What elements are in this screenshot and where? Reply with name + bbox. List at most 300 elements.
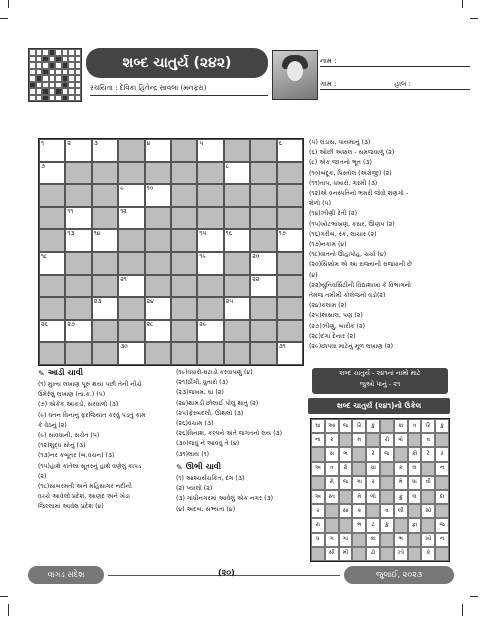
author-photo [272,50,318,100]
solution-cell: સી [325,547,339,561]
solution-cell: રા [311,518,325,532]
solution-block [408,547,422,561]
solution-block [339,433,353,447]
cell-number: ૩ [93,140,98,147]
solution-cell: ફું [394,490,408,504]
block-cell [39,184,65,207]
solution-block [325,504,339,518]
puzzle-title: શબ્દ ચાતુર્ય (૨૪૨) [86,48,268,78]
solution-cell: ક [394,462,408,476]
solution-cell: ફા [408,518,422,532]
block-cell [224,252,250,275]
cell-number: ૨૪ [146,298,154,306]
cell-number: ૧૫ [199,230,207,238]
solution-cell: ટ [366,518,380,532]
block-cell [118,320,144,343]
clue-line: (૧૮)વાતનો ઊહાપોહ, ચર્ચા (૪) [309,251,387,259]
cell-number: ૧૬ [225,230,233,238]
cell-number: ૧૮ [41,253,48,260]
block-cell [118,139,144,162]
across-clue: (૯) સાવધાની, સચેત (૫) [38,432,100,440]
solution-grid [310,418,450,562]
across-clue: (૩૦)જવું ને આવવું તે (૪) [176,440,240,448]
block-cell [145,207,171,230]
clue-line: (૨૮)દંગા દેનાર (૨) [309,332,356,340]
cell-number: ૧૦ [146,185,154,193]
crop-mark-bottom-left [0,596,8,607]
block-cell [197,342,223,365]
solution-block [352,462,366,476]
block-cell [65,342,91,365]
numbered-cell [65,207,91,230]
solution-block [352,547,366,561]
cell-number: ૧૭ [278,230,286,238]
author-line: રચયિતા : દેવિકા હિતેન્દ્ર સાવલા (મનફરા) [90,84,268,96]
solution-block [380,462,394,476]
across-clues-col2 [176,368,306,460]
block-cell [92,320,118,343]
block-cell [145,229,171,252]
solution-cell: ભ [339,447,353,461]
block-cell [277,275,303,298]
name-field[interactable]: નામ : [320,52,470,67]
cell-number: ૧૨ [120,207,127,215]
clue-line: (૨૪)કલામ (૨) [309,302,347,310]
across-clue: વચ્ચે આવેલો પ્રદેશ, આણંદ અને ખેડા [38,493,130,501]
page-number: (૨૦) [218,568,235,577]
block-cell [65,275,91,298]
solution-cell: ઝો [394,547,408,561]
clue-line: (૨૫)શાસાલ, પણ (૨) [309,312,363,320]
solution-cell: ત [325,462,339,476]
block-cell [92,342,118,365]
block-cell [277,207,303,230]
solution-cell: વ [380,504,394,518]
numbered-cell [145,320,171,343]
block-cell [224,275,250,298]
numbered-cell [145,139,171,162]
numbered-cell [224,297,250,320]
block-cell [224,320,250,343]
solution-cell: ભ [352,518,366,532]
block-cell [197,297,223,320]
crop-mark-top-left [8,0,19,8]
across-clue: (૩૧)લાય (૧) [176,450,210,458]
solution-cell: દા [435,490,449,504]
cell-number: ૨૧ [120,275,127,283]
solution-block [408,504,422,518]
solution-block [421,462,435,476]
solution-cell: ર [366,476,380,490]
numbered-cell [118,275,144,298]
down-clue: (૩) ગાંધીનગરમાં આવેલું એક નગર (૩) [176,495,274,503]
block-cell [118,297,144,320]
block-cell [118,229,144,252]
solution-cell: રે [366,447,380,461]
numbered-cell [197,229,223,252]
solution-cell: કું [366,419,380,433]
numbered-cell [145,184,171,207]
solution-block [394,518,408,532]
cell-number: ૨૩ [93,298,102,306]
numbered-cell [224,229,250,252]
block-cell [39,297,65,320]
solution-block [380,419,394,433]
across-clue: (૨૬)વંચામ (૩) [176,420,214,428]
block-cell [171,275,197,298]
numbered-cell [277,229,303,252]
pencil-icon: ✎ [176,462,183,472]
crop-mark-bottom-right-v [462,604,473,616]
solution-block [380,476,394,490]
block-cell [250,207,276,230]
solution-cell: ધા [408,476,422,490]
crossword-grid [38,138,304,366]
cell-number: ૯ [120,185,124,193]
across-clue: (૯) વતન વિનાનું ફરજિયાત કરવું પડતું કામ [38,411,146,419]
cell-number: ૬ [278,140,282,147]
solution-cell: કું [435,419,449,433]
block-cell [171,184,197,207]
block-cell [250,297,276,320]
block-cell [65,184,91,207]
solution-cell: ર [311,504,325,518]
block-cell [92,207,118,230]
cell-number: ૨૮ [146,320,154,328]
block-cell [197,184,223,207]
cell-number: ૨૫ [225,298,234,306]
block-cell [250,184,276,207]
solution-cell: લ [408,462,422,476]
clue-line: (૧૬)ગરીબ, રંક, લાચાર (૨) [309,230,377,238]
cell-number: ૩૦ [120,343,128,351]
block-cell [250,342,276,365]
numbered-cell [277,342,303,365]
block-cell [250,162,276,185]
clue-line: (૧૪)ઝીણી રેતી (૨) [309,210,357,218]
block-cell [171,297,197,320]
cell-number: ૧૧ [67,207,74,215]
across-clue: (૧૯)વધારો-ઘટાડો કરવાપણું (૪) [176,369,253,376]
across-clue: (૧) મુખ્ય લખાણ પૂરું થયા પછી તેની નીચે [38,381,142,388]
clue-line: (૧૦)બંદૂક, પિસ્તોલ (અંગ્રેજી) (૨) [309,169,392,177]
numbered-cell [118,184,144,207]
block-cell [145,342,171,365]
block-cell [39,275,65,298]
solution-cell: કે [421,547,435,561]
solution-cell: ટે [421,447,435,461]
cell-number: ૧૩ [67,230,75,238]
block-cell [197,275,223,298]
cell-number: ૮ [225,162,230,170]
pencil-icon: ✎ [38,368,45,378]
numbered-cell [92,297,118,320]
solution-block [421,490,435,504]
solution-cell: ભ [394,533,408,547]
block-cell [145,162,171,185]
block-cell [92,275,118,298]
solution-cell: ધ [311,533,325,547]
clue-line: (૮) એક જાતનો ભૂત (૩) [309,159,372,167]
cell-number: ૭ [41,162,46,170]
solution-cell: ત [408,419,422,433]
across-clue: (૨૬)વિનાશ, કલ્પને અંતે જગતનો લય (૩) [176,430,283,438]
solution-cell: ન [435,462,449,476]
solution-cell: રો [325,476,339,490]
numbered-cell [197,252,223,275]
solution-cell: મ [352,433,366,447]
numbered-cell [118,207,144,230]
clue-line: (૨૭)ઝીણું, બારીક (૨) [309,322,366,330]
solution-block [435,433,449,447]
across-clue: (૧૫)હાથે કાંતેલા સૂતરનું હાથે વણેલું કાપડ [38,462,142,470]
cell-number: ૧૪ [93,230,101,238]
solution-block [394,447,408,461]
across-clues-col1 [38,380,174,513]
solution-cell: લી [394,504,408,518]
numbered-cell [224,162,250,185]
numbered-cell [65,320,91,343]
cell-number: ૧ [41,140,44,147]
block-cell [39,342,65,365]
crop-mark-top-right [462,0,473,8]
block-cell [145,275,171,298]
block-cell [92,184,118,207]
block-cell [39,229,65,252]
cell-number: ૪ [146,140,151,147]
clue-line: (૪) [309,271,318,279]
down-clue: (૨) પ્યાલો (૨) [176,485,213,493]
solution-block [435,504,449,518]
clue-line: (૫) લંડાસ, પાયમાનું (૩) [309,139,371,146]
down-clue: (૧) આશ્ચર્યચકિત, દંગ (૩) [176,475,245,482]
across-clue: (૨૫)ફેરબદલી, ઊથલો (૩) [176,409,244,417]
crop-mark-mid-right [470,18,478,29]
down-heading: ✎ ઊભી ચાવી [176,462,222,472]
numbered-cell [197,139,223,162]
solution-cell: રિ [352,419,366,433]
block-cell [145,252,171,275]
solution-cell: અ [311,462,325,476]
block-cell [171,342,197,365]
solution-block [435,547,449,561]
solution-cell: કું [380,518,394,532]
solution-cell: ન [435,533,449,547]
cell-number: ૨૬ [41,320,48,328]
numbered-cell [92,229,118,252]
block-cell [250,320,276,343]
down-clue: (૪) અદબ, સભ્યતા (૪) [176,505,236,513]
solution-block [311,447,325,461]
footer-magazine: વાગડ સંદેશ [28,566,104,584]
solution-cell: રિ [421,419,435,433]
block-cell [277,297,303,320]
block-cell [39,207,65,230]
solution-cell: ર [325,433,339,447]
block-cell [224,342,250,365]
numbered-cell [39,162,65,185]
clue-line: (૧૨)એ વનસ્પતિનો ભમરી જેવો શણગો - [309,190,409,198]
solution-cell: ર [435,447,449,461]
numbered-cell [250,252,276,275]
cell-number: ૨૦ [252,253,260,260]
solution-block [339,490,353,504]
solution-cell: ખો [421,533,435,547]
crop-mark-mid-left [0,18,8,29]
solution-block [352,533,366,547]
footer-date: જુલાઈ, ૨૦૨૩ [344,566,454,584]
solution-cell: અ [311,490,325,504]
block-cell [171,252,197,275]
solution-block [435,476,449,490]
across-clue: (૭) એકેક આંકડો, સરવાળો (૩) [38,401,119,409]
solution-block [366,504,380,518]
block-cell [65,252,91,275]
solution-cell: જ [339,419,353,433]
solution-cell: મે [352,490,366,504]
solution-block [380,547,394,561]
block-cell [171,229,197,252]
across-clue: કે વેઠનું (૨) [38,421,67,429]
solution-cell: કા [394,419,408,433]
block-cell [92,162,118,185]
cell-number: ૨૯ [199,320,207,328]
numbered-cell [118,342,144,365]
clue-line: શેળો (૫) [309,200,332,208]
solution-cell: કા [366,533,380,547]
solution-cell: ષો [394,433,408,447]
across-clue: (૨૧)ઠીંગી, ધુતારો (૩) [176,379,229,387]
clue-line: (૬) ઓછી અક્કલ - સમજવાળું (૨) [309,149,395,157]
block-cell [197,207,223,230]
block-cell [277,162,303,185]
solution-block [325,518,339,532]
across-clue: (૧૨)શુદ્ધ સોનું (૩) [38,442,86,450]
block-cell [224,207,250,230]
right-clue-list [309,138,451,352]
cell-number: ૨ [67,140,71,147]
solution-cell: જ [339,476,353,490]
block-cell [197,162,223,185]
across-clue: જિલ્લામાં આવેલ પ્રદેશ (૪) [38,503,104,511]
across-clue: (૨૩)જખમ, ઘા (૨) [176,389,224,397]
solution-cell: મી [339,547,353,561]
across-clue: (૨) [38,472,47,480]
solution-block [311,547,325,561]
solution-cell: રો [380,433,394,447]
across-clue: (૨૪)થામડી છોલાઈ પોલું થાતું (૨) [176,399,259,407]
block-cell [65,297,91,320]
crossword-logo [28,48,82,102]
solution-cell: કો [408,447,422,461]
block-cell [250,139,276,162]
block-cell [118,162,144,185]
solution-cell: જ [380,447,394,461]
cell-number: ૫ [199,140,204,147]
village-field[interactable]: ગામ : હાલ : [320,75,470,90]
numbered-cell [39,139,65,162]
solution-block [408,533,422,547]
block-cell [118,252,144,275]
puzzle-header [28,48,448,108]
solution-block [311,476,325,490]
solution-cell: સ્ત [325,490,339,504]
clue-line: (૨૨)યુનિવર્સિટીની વિદ્યાશાખા કે વિભાગનો [309,281,411,289]
note-box: શબ્દ ચાતુર્ય - ૨૪૧નાં નામો માટે જુઓ પાનું - ૨૧ [312,368,448,394]
cell-number: ૧૯ [199,253,206,260]
crop-mark-bottom-left-v [8,604,19,616]
solution-cell: મે [394,476,408,490]
clue-line: (૧૧)તાપ, ધખારો, ગરમી (૩) [309,179,378,187]
cell-number: ૨૨ [252,275,260,283]
solution-cell: ઢો [366,547,380,561]
solution-cell: ગા [339,533,353,547]
numbered-cell [145,297,171,320]
entry-fields [320,52,470,98]
block-cell [171,139,197,162]
solution-cell: ગ [325,533,339,547]
solution-cell: વી [421,476,435,490]
solution-cell: રો [339,462,353,476]
solution-cell: ચા [366,462,380,476]
solution-cell: ક [352,504,366,518]
solution-cell: સ [325,447,339,461]
solution-cell: સા [339,504,353,518]
solution-cell: સો [421,504,435,518]
cell-number: ૩૧ [278,343,286,351]
across-heading: ✎ આડી ચાવી [38,368,83,378]
solution-block [380,533,394,547]
solution-block [408,433,422,447]
block-cell [224,139,250,162]
block-cell [171,207,197,230]
solution-cell: ગા [352,476,366,490]
block-cell [277,184,303,207]
block-cell [171,162,197,185]
numbered-cell [39,252,65,275]
numbered-cell [65,229,91,252]
solution-block [339,518,353,532]
numbered-cell [65,139,91,162]
solution-cell: લ [408,490,422,504]
solution-block [380,490,394,504]
solution-cell: જ [435,518,449,532]
block-cell [92,252,118,275]
solution-title: શબ્દ ચાતુર્ય (૨૪૧)નો ઉકેલ [308,398,450,414]
clue-line: (૧૭)નકામ (૪) [309,241,347,249]
numbered-cell [277,139,303,162]
solution-cell: ના [311,433,325,447]
block-cell [171,320,197,343]
solution-cell: ઘા [311,419,325,433]
clue-line: (૧૫)ખોટભાંખણ, કસર, ઊણપ (૨) [309,220,395,228]
clue-line: (૨૯)છાપવા માટેનું મૂળ લખાણ (૨) [309,343,394,351]
block-cell [224,184,250,207]
block-cell [277,320,303,343]
clue-line: (૨૦)સિક્કોમ એ આ રાજ્યની રાજધાની છે [309,261,412,269]
cell-number: ૨૭ [67,320,76,328]
block-cell [277,252,303,275]
solution-block [421,518,435,532]
down-clues [176,474,306,515]
clue-line: તેમજ તમીમી કોલેજનો વડો(૨) [309,292,386,300]
across-clue: (૧૮)સાબરમતી અને મહિસાગર નદીની [38,483,132,491]
across-clue: ઉમેરેલું લખાણ (તા.ક.) (૫) [38,391,106,399]
page-footer [28,566,454,584]
numbered-cell [250,275,276,298]
block-cell [250,229,276,252]
numbered-cell [39,320,65,343]
